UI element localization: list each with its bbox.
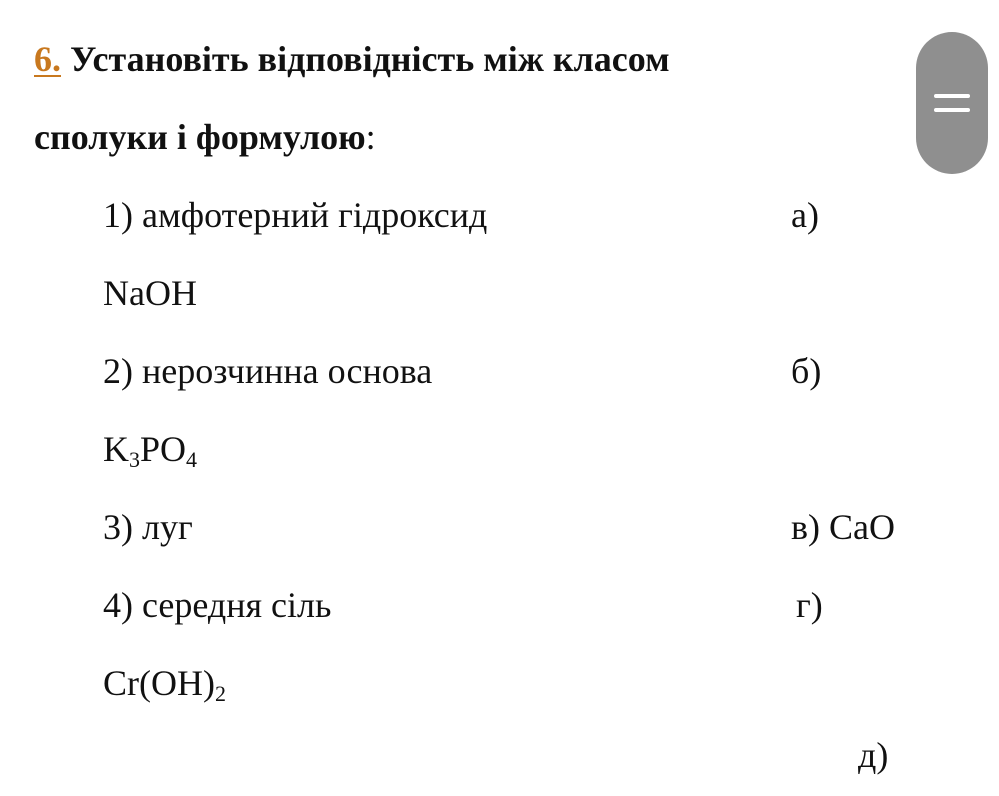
- item-1: 1) амфотерний гідроксид: [103, 195, 488, 235]
- option-b-letter: б): [791, 351, 822, 391]
- grip-line-top: [934, 94, 970, 98]
- option-d-formula: $Cr(OH)_2$: [103, 663, 226, 706]
- task-number: 6.: [34, 39, 61, 79]
- option-a-formula: NaOH: [103, 273, 197, 313]
- item-3: 3) луг: [103, 507, 193, 547]
- option-e-letter: д): [858, 735, 889, 775]
- drag-handle-icon[interactable]: [916, 32, 988, 174]
- grip-line-bottom: [934, 108, 970, 112]
- option-c-formula: CaO: [829, 507, 895, 547]
- item-4: 4) середня сіль: [103, 585, 332, 625]
- task-title-colon: :: [365, 117, 376, 157]
- item-2: 2) нерозчинна основа: [103, 351, 433, 391]
- option-a-letter: а): [791, 195, 819, 235]
- task-title-part1: Установіть відповідність між класом: [70, 39, 670, 79]
- option-c-letter: в): [791, 507, 820, 547]
- option-c: [791, 506, 895, 548]
- task-heading-line1: [34, 38, 670, 80]
- task-title-part2: сполуки і формулою: [34, 117, 366, 157]
- task-heading-line2: [34, 116, 376, 158]
- option-d-letter: г): [796, 585, 823, 625]
- option-b-formula: $K_3PO_4$: [103, 429, 198, 472]
